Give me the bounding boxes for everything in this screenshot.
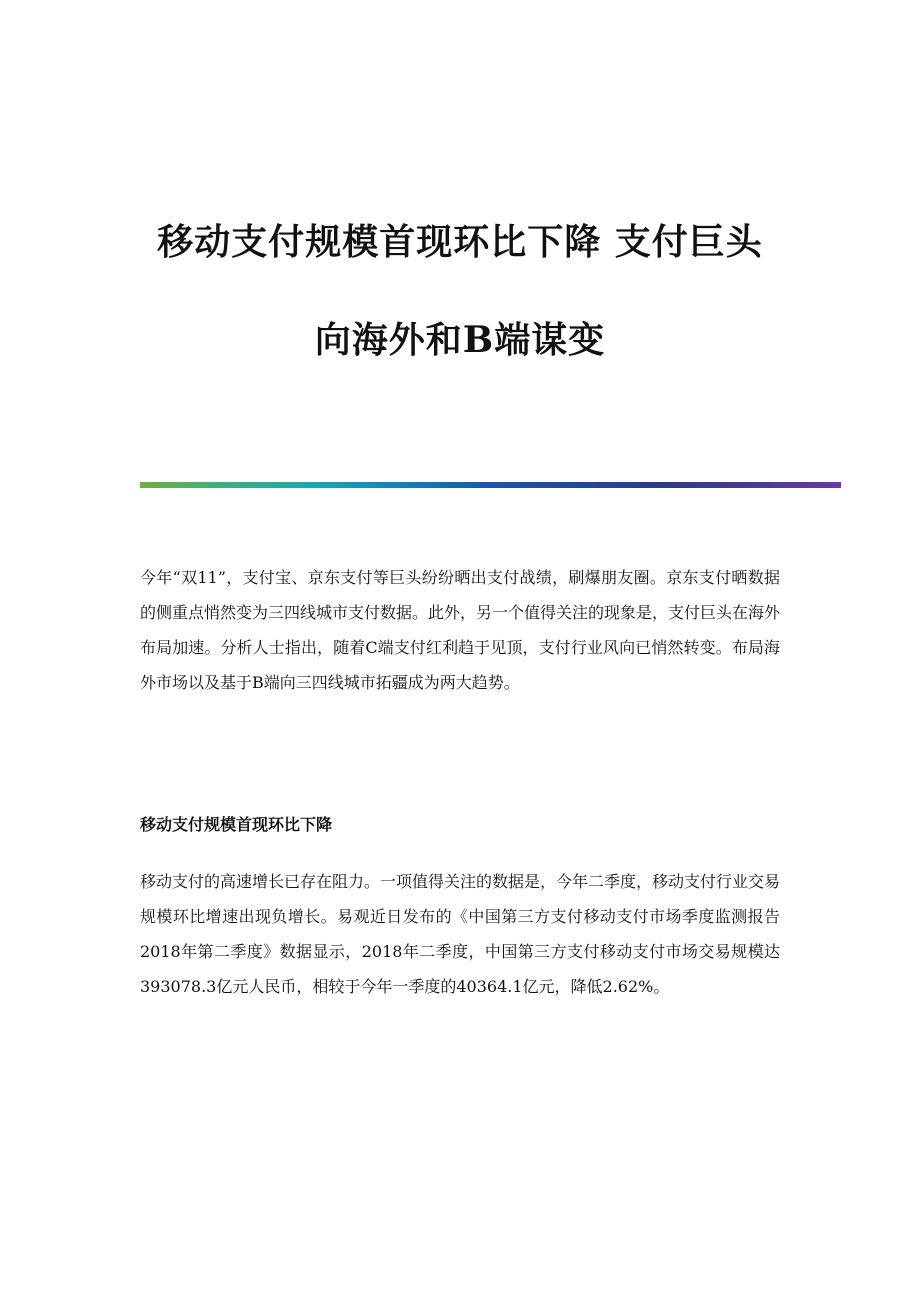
intro-paragraph: 今年“双11”，支付宝、京东支付等巨头纷纷晒出支付战绩，刷爆朋友圈。京东支付晒数据的侧重点悄然变为三四线城市支付数据。此外，另一个值得关注的现象是，支付巨头在海外布局加速。分析人士指出，随着C端支付红利趋于见顶，支付行业风向已悄然转变。布局海外市场以及基于B端向三四线城市拓疆成为两大趋势。 xyxy=(140,568,781,692)
document-title-line-2: 向海外和B端谋变 xyxy=(314,319,606,361)
body-paragraph: 移动支付的高速增长已存在阻力。一项值得关注的数据是，今年二季度，移动支付行业交易规模环比增速出现负增长。易观近日发布的《中国第三方支付移动支付市场季度监测报告2018年第二季度》数据显示，2018年二季度，中国第三方支付移动支付市场交易规模达393078.3亿元人民币，相较于今年一季度的40364.1亿元，降低2.62%。 xyxy=(140,872,781,996)
gradient-divider xyxy=(140,482,841,488)
section-heading: 移动支付规模首现环比下降 xyxy=(140,815,333,834)
document-title-line-1: 移动支付规模首现环比下降 支付巨头 xyxy=(157,221,763,263)
